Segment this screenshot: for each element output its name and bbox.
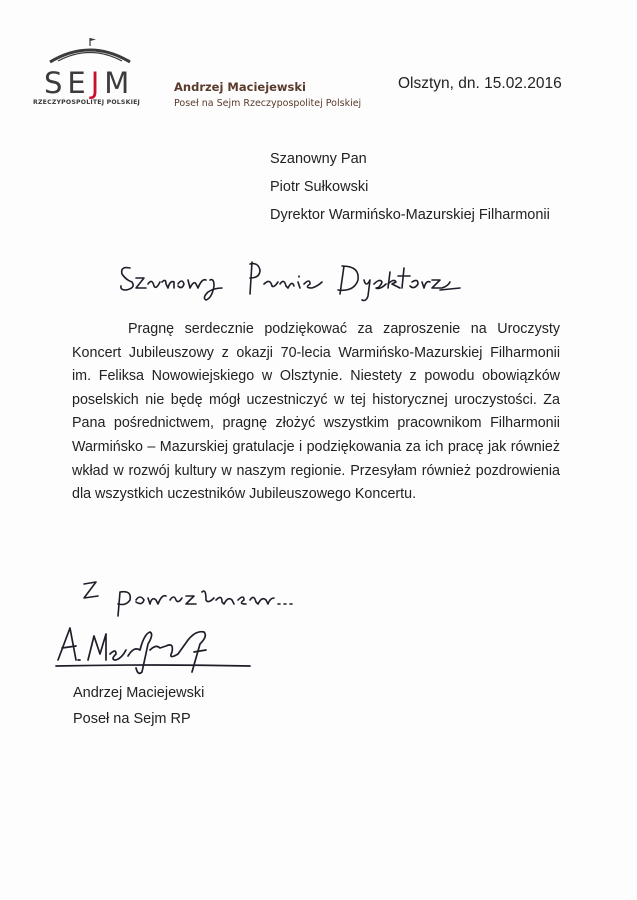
logo-subtitle: RZECZYPOSPOLITEJ POLSKIEJ: [33, 99, 141, 106]
handwritten-signature: [54, 620, 254, 681]
signer-name: Andrzej Maciejewski: [73, 685, 205, 701]
handwritten-salutation: [118, 258, 463, 308]
letter-body: [72, 318, 560, 507]
wordmark-right: M: [104, 66, 135, 100]
sejm-logo: [30, 36, 150, 116]
body-paragraph: Pragnę serdecznie podziękować za zaproszenie na Uroczysty Koncert Jubileuszowy z okazji 70-lecia Warmińsko-Mazurskiej Filharmonii im. Feliksa Nowowiejskiego w Olsztynie. Niestety z powodu obowiązków poselskich nie będę mógł uczestniczyć w tej historycznej uroczystości. Za Pana pośrednictwem, pragnę złożyć wszystkim pracownikom Filharmonii Warmińsko – Mazurskiej gratulacje i podziękowania za ich pracę jak również wkład w rozwój kultury w naszym regionie. Przesyłam również pozdrowienia dla wszystkich uczestników Jubileuszowego Koncertu.: [72, 321, 560, 503]
addressee-block: [270, 145, 550, 229]
wordmark-red: J: [90, 66, 105, 100]
sejm-wordmark: [44, 66, 134, 100]
sejm-building-icon: [42, 36, 138, 68]
signer-block: [73, 680, 204, 732]
wordmark-left: SE: [44, 66, 91, 100]
addressee-title: Dyrektor Warmińsko-Mazurskiej Filharmonii: [270, 207, 550, 223]
place-date: Olsztyn, dn. 15.02.2016: [398, 75, 562, 92]
sender-name: Andrzej Maciejewski: [174, 80, 306, 94]
signer-title: Poseł na Sejm RP: [73, 711, 191, 727]
addressee-name: Piotr Sułkowski: [270, 179, 369, 195]
sender-role: Poseł na Sejm Rzeczypospolitej Polskiej: [174, 98, 362, 109]
addressee-greeting: Szanowny Pan: [270, 151, 367, 167]
handwritten-closing: [76, 570, 296, 625]
